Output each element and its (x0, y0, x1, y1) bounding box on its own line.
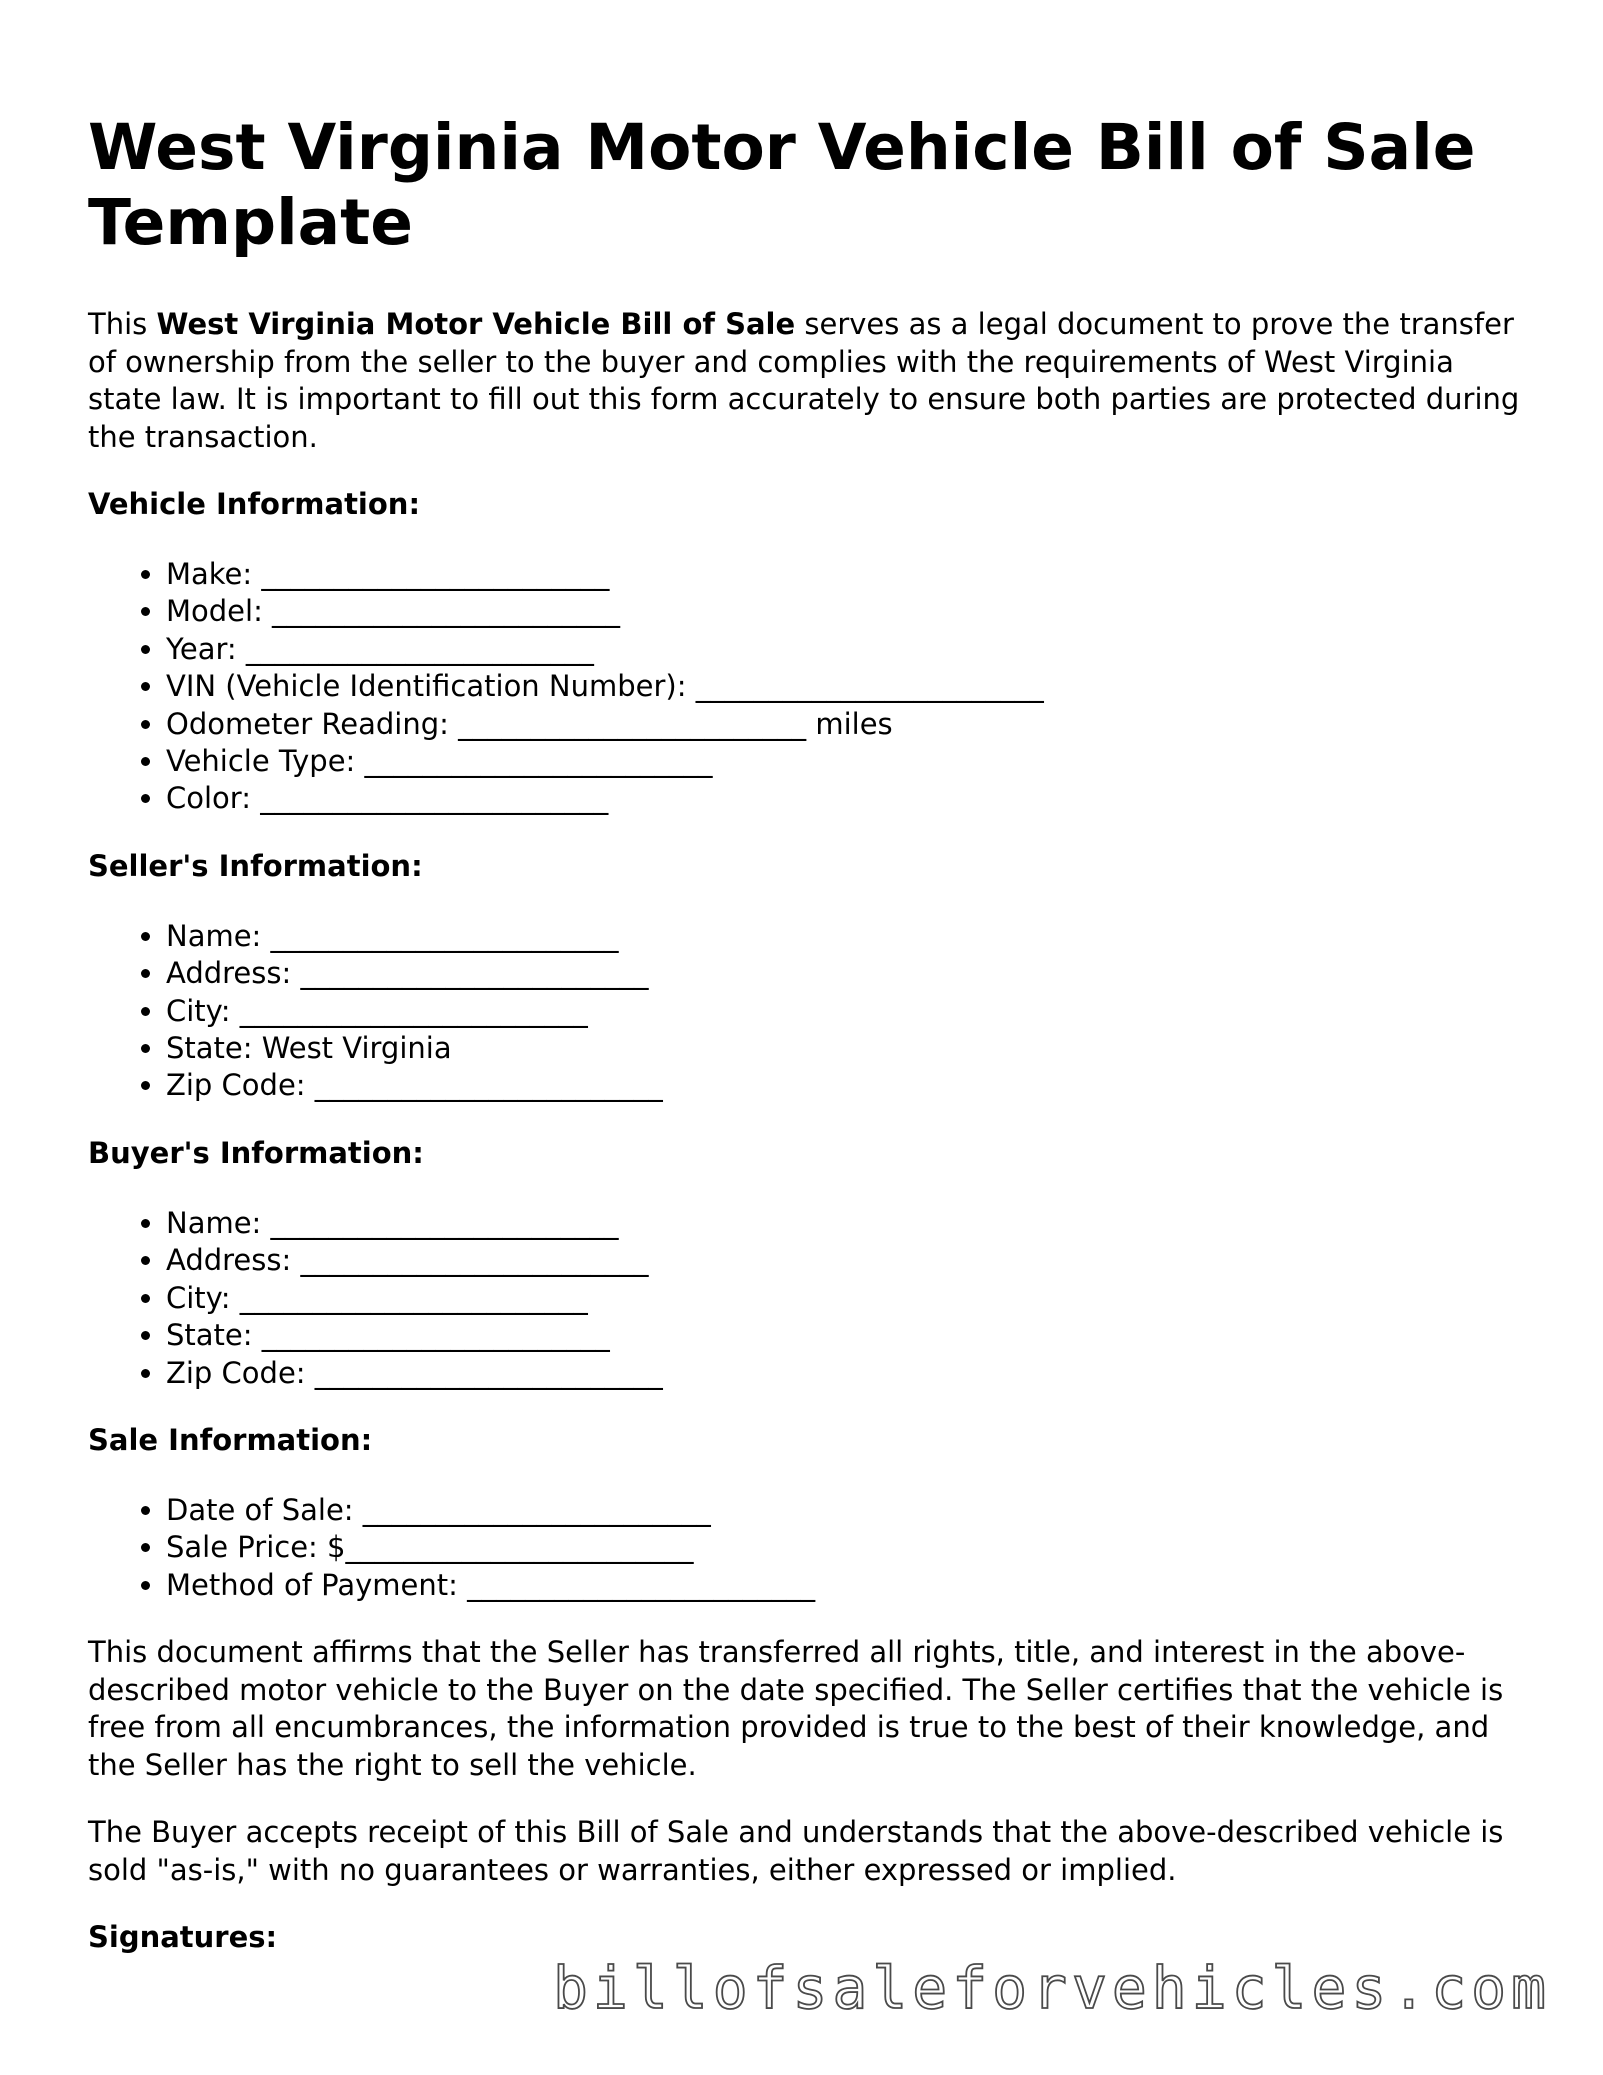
buyer-address-field: • Address: ________________________ (166, 1242, 1528, 1279)
buyer-info-list (88, 1205, 1528, 1392)
affirmation-paragraph: This document affirms that the Seller has transferred all rights, title, and interest in the above-described motor vehicle to the Buyer on the date specified. The Seller certifies that the vehicle is free from all encumbrances, the information provided is true to the best of their knowledge, and the Seller has the right to sell the vehicle. (88, 1635, 1504, 1782)
intro-prefix: This (88, 307, 157, 341)
buyer-info-heading: Buyer's Information: (88, 1135, 424, 1170)
vehicle-color-field: • Color: ________________________ (166, 780, 1528, 817)
vehicle-vin-field: • VIN (Vehicle Identification Number): ________________________ (166, 668, 1528, 705)
buyer-state-field: • State: ________________________ (166, 1317, 1528, 1354)
seller-zip-field: • Zip Code: ________________________ (166, 1067, 1528, 1104)
vehicle-model-field: • Model: ________________________ (166, 593, 1528, 630)
seller-state-field: • State: West Virginia (166, 1030, 1528, 1067)
site-watermark: billofsaleforvehicles.com (553, 1954, 1551, 2022)
document-page (88, 110, 1528, 1989)
seller-name-field: • Name: ________________________ (166, 918, 1528, 955)
sale-info-heading: Sale Information: (88, 1422, 373, 1457)
vehicle-odometer-field: • Odometer Reading: ________________________ miles (166, 706, 1528, 743)
vehicle-info-heading: Vehicle Information: (88, 487, 421, 521)
seller-address-field: • Address: ________________________ (166, 955, 1528, 992)
buyer-name-field: • Name: ________________________ (166, 1205, 1528, 1242)
sale-price-field: • Sale Price: $________________________ (166, 1529, 1528, 1566)
sale-date-field: • Date of Sale: ________________________ (166, 1492, 1528, 1529)
seller-info-list (88, 918, 1528, 1105)
vehicle-info-list (88, 556, 1528, 818)
intro-rest: serves as a legal document to prove the transfer of ownership from the seller to the buyer and complies with the requirements of West Virginia state law. It is important to fill out this form accurately to ensure both parties are protected during the transaction. (88, 307, 1520, 454)
sale-info-list (88, 1492, 1528, 1604)
vehicle-year-field: • Year: ________________________ (166, 631, 1528, 668)
buyer-zip-field: • Zip Code: ________________________ (166, 1355, 1528, 1392)
vehicle-make-field: • Make: ________________________ (166, 556, 1528, 593)
seller-city-field: • City: ________________________ (166, 993, 1528, 1030)
seller-info-heading: Seller's Information: (88, 848, 423, 883)
document-title: West Virginia Motor Vehicle Bill of Sale Template (88, 111, 1476, 259)
buyer-city-field: • City: ________________________ (166, 1280, 1528, 1317)
signatures-heading: Signatures: (88, 1920, 278, 1955)
sale-payment-method-field: • Method of Payment: ________________________ (166, 1567, 1528, 1604)
intro-bold-title: West Virginia Motor Vehicle Bill of Sale (156, 307, 796, 341)
vehicle-type-field: • Vehicle Type: ________________________ (166, 743, 1528, 780)
acceptance-paragraph: The Buyer accepts receipt of this Bill of Sale and understands that the above-described vehicle is sold "as-is," with no guarantees or warranties, either expressed or implied. (88, 1815, 1504, 1887)
intro-paragraph (88, 306, 1528, 456)
